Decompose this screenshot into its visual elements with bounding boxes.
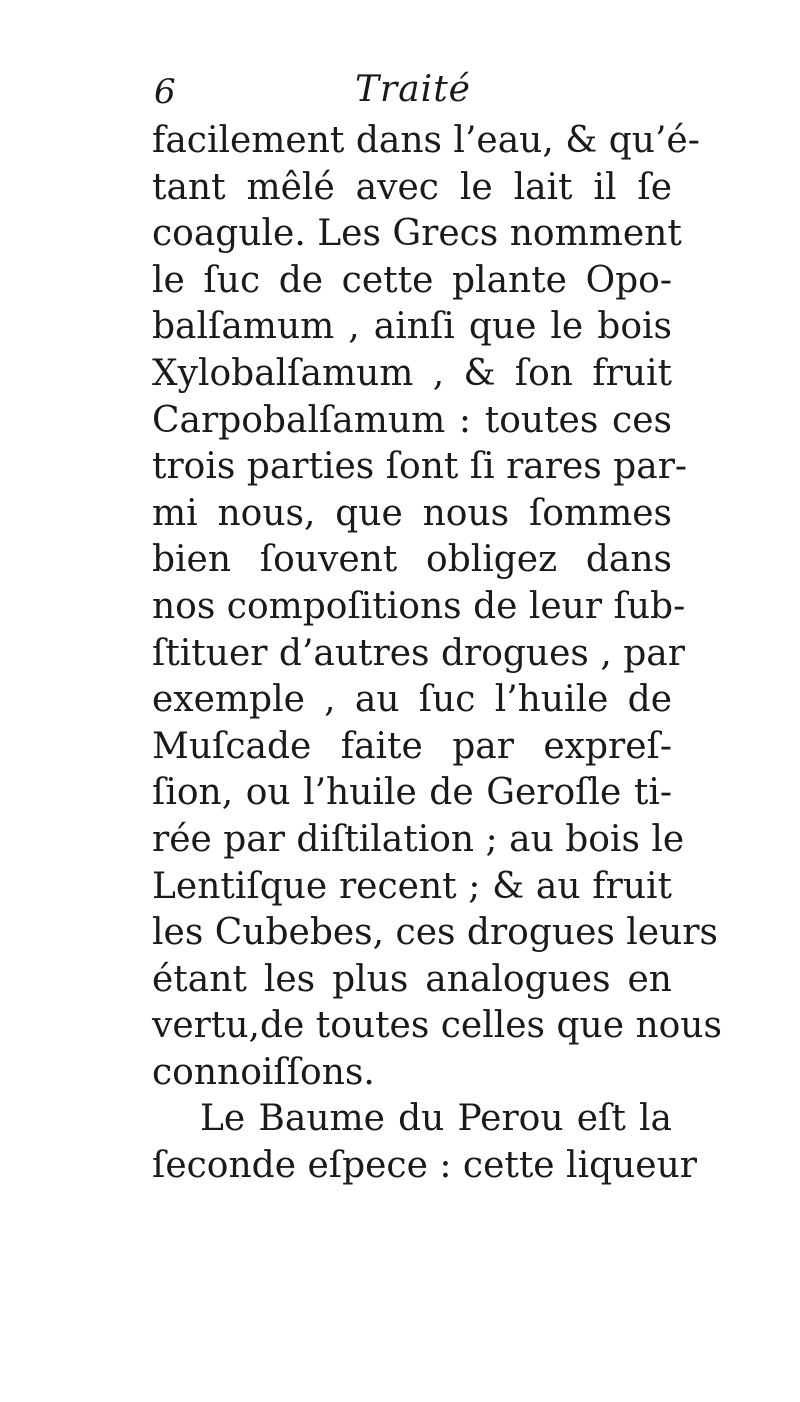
text-line: étant les plus analogues en (152, 958, 672, 1000)
text-line: ſion, ou l’huile de Geroſle ti- (152, 772, 672, 814)
text-line: coagule. Les Grecs nomment (152, 213, 682, 255)
text-line: Le Baume du Perou eſt la (200, 1098, 672, 1140)
text-line: facilement dans l’eau, & qu’é- (152, 120, 700, 161)
text-line: ſtituer d’autres drogues , par (152, 632, 685, 674)
text-line: exemple , au ſuc l’huile de (152, 679, 672, 721)
text-line: ſeconde eſpece : cette liqueur (152, 1145, 698, 1187)
text-line: Carpobalſamum : toutes ces (152, 399, 672, 441)
text-line: nos compoſitions de leur ſub- (152, 585, 686, 627)
text-line: connoiſſons. (152, 1051, 375, 1093)
text-line: mi nous, que nous ſommes (152, 492, 672, 534)
text-line: les Cubebes, ces drogues leurs (152, 912, 718, 954)
text-line: trois parties ſont ſi rares par- (152, 446, 688, 488)
text-line: Lentiſque recent ; & au fruit (152, 865, 672, 907)
text-line: balſamum , ainſi que le bois (152, 306, 672, 348)
text-line: le ſuc de cette plante Opo- (152, 259, 672, 301)
text-line: rée par diſtilation ; au bois le (152, 818, 685, 860)
running-head (150, 70, 670, 114)
running-title: Traité (355, 69, 471, 110)
text-line: Xylobalſamum , & ſon fruit (152, 352, 672, 394)
text-line: tant mêlé avec le lait il ſe (152, 166, 672, 208)
text-line: Muſcade faite par expreſ- (152, 725, 672, 767)
body-text (152, 118, 722, 1190)
page-number: 6 (154, 72, 176, 112)
text-line: bien ſouvent obligez dans (152, 539, 672, 581)
text-line: vertu,de toutes celles que nous (152, 1005, 722, 1047)
